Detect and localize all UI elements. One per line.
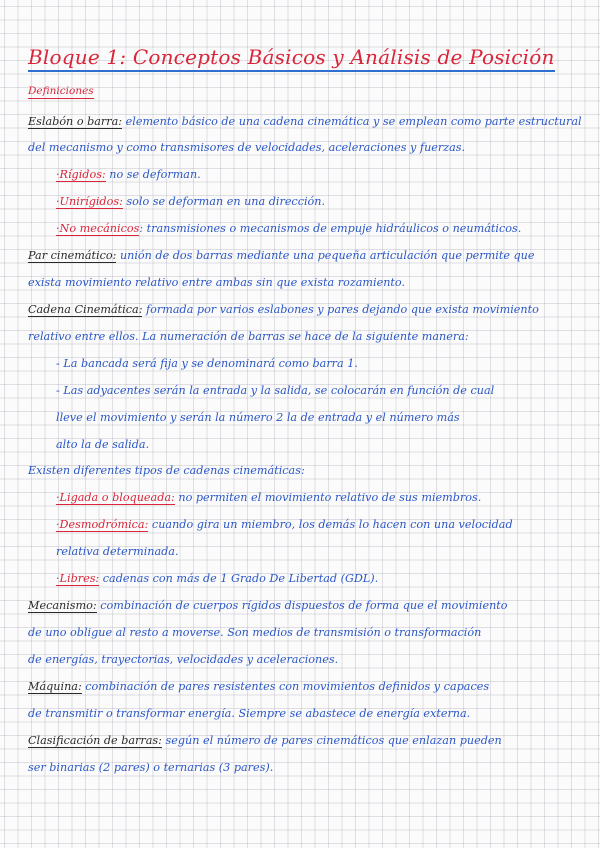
title-block-number: Bloque 1 (28, 45, 120, 69)
chain-type-ligada (56, 490, 600, 506)
clasificacion-text-1: según el número de pares cinemáticos que enlazan pueden (161, 734, 502, 747)
cadena-text-1: formada por varios eslabones y pares dejando que exista movimiento (142, 303, 539, 316)
type-rigidos (56, 167, 600, 183)
chain-type-desmodromica (56, 517, 600, 533)
type-rigidos-term: ·Rígidos: (56, 168, 106, 181)
chain-type-desmodromica-text-1: cuando gira un miembro, los demás lo hacen con una velocidad (148, 518, 513, 531)
eslabon-term: Eslabón o barra: (28, 115, 123, 128)
maquina-text-1: combinación de pares resistentes con movimientos definidos y capaces (81, 680, 490, 693)
chain-type-libres (56, 571, 600, 587)
mecanismo-line-2: de uno obligue al resto a moverse. Son medios de transmisión o transformación (28, 626, 482, 639)
title-topic: Conceptos Básicos y Análisis de Posición (132, 45, 555, 69)
cadena-item-2c: alto la de salida. (56, 438, 150, 451)
mecanismo-text-1: combinación de cuerpos rígidos dispuestos de forma que el movimiento (96, 599, 508, 612)
maquina-line-1 (28, 679, 596, 695)
mecanismo-line-1 (28, 598, 596, 614)
chain-type-ligada-term: ·Ligada o bloqueada: (56, 491, 175, 504)
chain-type-libres-term: ·Libres: (56, 572, 100, 585)
cadena-term: Cadena Cinemática: (28, 303, 143, 316)
chain-type-ligada-text: no permiten el movimiento relativo de sus miembros. (174, 491, 482, 504)
page-title (28, 44, 555, 72)
cadena-item-2a: - Las adyacentes serán la entrada y la salida, se colocarán en función de cual (56, 384, 495, 397)
definitions-heading: Definiciones (28, 85, 94, 97)
chain-type-libres-text: cadenas con más de 1 Grado De Libertad (GDL). (99, 572, 379, 585)
eslabon-line-2: del mecanismo y como transmisores de velocidades, aceleraciones y fuerzas. (28, 141, 466, 154)
cadena-item-2b: lleve el movimiento y serán la número 2 la de entrada y el número más (56, 411, 460, 424)
eslabon-text-1: elemento básico de una cadena cinemática y se emplean como parte estructural (122, 115, 582, 128)
cadena-line-2: relativo entre ellos. La numeración de barras se hace de la siguiente manera: (28, 330, 469, 343)
par-line-1 (28, 248, 596, 264)
cadena-item-1: - La bancada será fija y se denominará como barra 1. (56, 357, 358, 370)
type-rigidos-text: no se deforman. (105, 168, 201, 181)
type-unirigidos-term: ·Unirígidos: (56, 195, 123, 208)
chain-type-desmodromica-line-2: relativa determinada. (56, 545, 179, 558)
cadena-line-1 (28, 302, 596, 318)
eslabon-line-1 (28, 114, 596, 130)
clasificacion-term: Clasificación de barras: (28, 734, 162, 747)
title-separator: : (119, 45, 133, 69)
type-unirigidos (56, 194, 600, 210)
par-text-1: unión de dos barras mediante una pequeña articulación que permite que (116, 249, 535, 262)
maquina-term: Máquina: (28, 680, 82, 693)
par-line-2: exista movimiento relativo entre ambas sin que exista rozamiento. (28, 276, 406, 289)
mecanismo-term: Mecanismo: (28, 599, 97, 612)
mecanismo-line-3: de energías, trayectorias, velocidades y aceleraciones. (28, 653, 339, 666)
type-no-mecanicos (56, 221, 600, 237)
existen-line: Existen diferentes tipos de cadenas cinemáticas: (28, 464, 305, 477)
clasificacion-line-2: ser binarias (2 pares) o ternarias (3 pares). (28, 761, 274, 774)
type-unirigidos-text: solo se deforman en una dirección. (122, 195, 326, 208)
type-no-mecanicos-term: ·No mecánicos (56, 222, 140, 235)
par-term: Par cinemático: (28, 249, 117, 262)
maquina-line-2: de transmitir o transformar energía. Siempre se abastece de energía externa. (28, 707, 471, 720)
clasificacion-line-1 (28, 733, 596, 749)
type-no-mecanicos-text: : transmisiones o mecanismos de empuje hidráulicos o neumáticos. (139, 222, 522, 235)
chain-type-desmodromica-term: ·Desmodrómica: (56, 518, 149, 531)
